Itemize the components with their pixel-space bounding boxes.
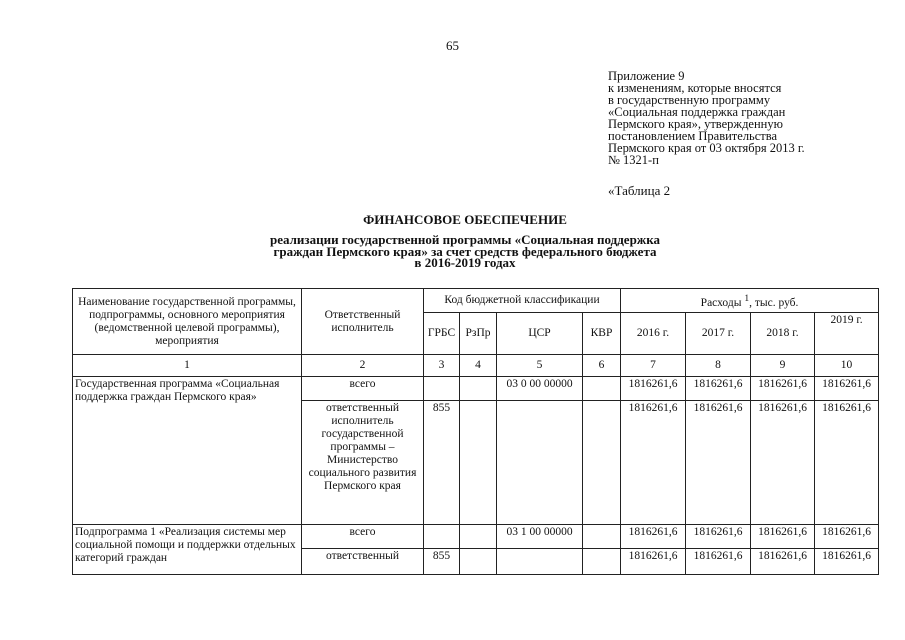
executor-cell: всего bbox=[302, 377, 424, 401]
value-2016: 1816261,6 bbox=[621, 401, 686, 525]
column-number: 4 bbox=[460, 355, 497, 377]
value-2017: 1816261,6 bbox=[686, 549, 751, 575]
table-reference: «Таблица 2 bbox=[608, 183, 671, 198]
subprogram-name: Подпрограмма 1 «Реализация системы мер социальной помощи и поддержки отдельных категорий граждан bbox=[73, 525, 302, 575]
rzpr-cell bbox=[460, 377, 497, 401]
value-2017: 1816261,6 bbox=[686, 401, 751, 525]
kvr-cell bbox=[583, 401, 621, 525]
csr-cell bbox=[497, 549, 583, 575]
value-2019: 1816261,6 bbox=[815, 377, 879, 401]
header-kvr: КВР bbox=[583, 313, 621, 355]
rzpr-cell bbox=[460, 401, 497, 525]
value-2017: 1816261,6 bbox=[686, 377, 751, 401]
subtitle-line: граждан Пермского края» за счет средств федерального бюджета bbox=[273, 243, 657, 259]
appendix-line: «Социальная поддержка граждан bbox=[608, 105, 786, 119]
page-number: 65 bbox=[446, 38, 459, 53]
grbs-cell: 855 bbox=[424, 549, 460, 575]
value-2016: 1816261,6 bbox=[621, 377, 686, 401]
appendix-line: Приложение 9 bbox=[608, 69, 685, 83]
header-year-2016: 2016 г. bbox=[621, 313, 686, 355]
kvr-cell bbox=[583, 525, 621, 549]
subtitle-line: в 2016-2019 годах bbox=[414, 255, 516, 270]
header-executor: Ответственный исполнитель bbox=[302, 289, 424, 355]
table-row bbox=[73, 377, 879, 401]
appendix-line: № 1321-п bbox=[608, 153, 659, 167]
executor-cell: ответственный исполнитель государственной программы – Министерство социального развития Пермского края bbox=[302, 401, 424, 525]
header-year-2019: 2019 г. bbox=[815, 313, 879, 355]
column-number: 6 bbox=[583, 355, 621, 377]
kvr-cell bbox=[583, 377, 621, 401]
column-number: 3 bbox=[424, 355, 460, 377]
appendix-line: в государственную программу bbox=[608, 93, 771, 107]
document-title: ФИНАНСОВОЕ ОБЕСПЕЧЕНИЕ bbox=[363, 212, 567, 227]
value-2016: 1816261,6 bbox=[621, 549, 686, 575]
value-2016: 1816261,6 bbox=[621, 525, 686, 549]
header-expenses bbox=[621, 289, 879, 313]
appendix-block bbox=[608, 70, 898, 166]
header-grbs: ГРБС bbox=[424, 313, 460, 355]
column-number: 1 bbox=[73, 355, 302, 377]
value-2018: 1816261,6 bbox=[751, 549, 815, 575]
rzpr-cell bbox=[460, 525, 497, 549]
value-2019: 1816261,6 bbox=[815, 401, 879, 525]
column-number: 2 bbox=[302, 355, 424, 377]
grbs-cell: 855 bbox=[424, 401, 460, 525]
value-2018: 1816261,6 bbox=[751, 401, 815, 525]
csr-cell bbox=[497, 401, 583, 525]
header-name: Наименование государственной программы, подпрограммы, основного мероприятия (ведомственной целевой программы), мероприятия bbox=[73, 289, 302, 355]
value-2018: 1816261,6 bbox=[751, 525, 815, 549]
value-2017: 1816261,6 bbox=[686, 525, 751, 549]
value-2019: 1816261,6 bbox=[815, 549, 879, 575]
value-2018: 1816261,6 bbox=[751, 377, 815, 401]
appendix-line: Пермского края», утвержденную bbox=[608, 117, 783, 131]
column-number: 8 bbox=[686, 355, 751, 377]
appendix-line: к изменениям, которые вносятся bbox=[608, 81, 782, 95]
executor-cell: ответственный bbox=[302, 549, 424, 575]
appendix-line: постановлением Правительства bbox=[608, 129, 778, 143]
column-number: 7 bbox=[621, 355, 686, 377]
column-number: 9 bbox=[751, 355, 815, 377]
header-csr: ЦСР bbox=[497, 313, 583, 355]
table-row bbox=[73, 525, 879, 549]
grbs-cell bbox=[424, 377, 460, 401]
expenses-footnote: 1 bbox=[744, 292, 750, 304]
kvr-cell bbox=[583, 549, 621, 575]
executor-cell: всего bbox=[302, 525, 424, 549]
expenses-label: Расходы bbox=[700, 296, 742, 309]
header-budget-code: Код бюджетной классификации bbox=[424, 289, 621, 313]
value-2019: 1816261,6 bbox=[815, 525, 879, 549]
appendix-line: Пермского края от 03 октября 2013 г. bbox=[608, 141, 805, 155]
subtitle-line: реализации государственной программы «Социальная поддержка bbox=[269, 232, 661, 247]
header-year-2017: 2017 г. bbox=[686, 313, 751, 355]
program-name: Государственная программа «Социальная поддержка граждан Пермского края» bbox=[73, 377, 302, 525]
rzpr-cell bbox=[460, 549, 497, 575]
column-number: 10 bbox=[815, 355, 879, 377]
column-number-row bbox=[73, 355, 879, 377]
financing-table bbox=[72, 288, 879, 575]
header-rzpr: РзПр bbox=[460, 313, 497, 355]
csr-cell: 03 1 00 00000 bbox=[497, 525, 583, 549]
expenses-unit: , тыс. руб. bbox=[749, 296, 799, 309]
column-number: 5 bbox=[497, 355, 583, 377]
header-year-2018: 2018 г. bbox=[751, 313, 815, 355]
document-subtitle bbox=[0, 234, 905, 269]
csr-cell: 03 0 00 00000 bbox=[497, 377, 583, 401]
grbs-cell bbox=[424, 525, 460, 549]
